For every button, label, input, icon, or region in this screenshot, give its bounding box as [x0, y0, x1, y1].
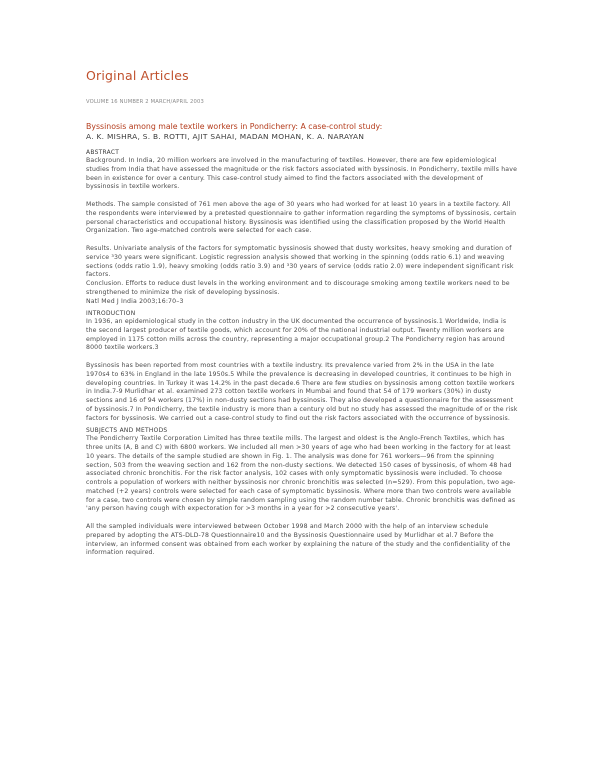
- methods-paragraph-1: The Pondicherry Textile Corporation Limited has three textile mills. The largest and oldest is the Anglo-French Textiles, which has three units (A, B and C) with 6800 workers. We included all men >30 years of age who had been working in the factory for at least 10 years. The details of the sample studied are shown in Fig. 1. The analysis was done for 761 workers—96 from the spinning section, 503 from the weaving section and 162 from the non-dusty sections. We detected 150 cases of byssinosis, of whom 48 had associated chronic bronchitis. For the risk factor analysis, 102 cases with only symptomatic byssinosis were included. To choose controls a population of workers with neither byssinosis nor chronic bronchitis was selected (n=529). From this population, two age-matched (+2 years) controls were selected for each case of symptomatic byssinosis. Where more than two controls were available for a case, two controls were chosen by simple random sampling using the random number table. Chronic bronchitis was defined as 'any person having cough with expectoration for >3 months in a year for >2 consecutive years'.: [86, 435, 516, 513]
- abstract-background: Background. In India, 20 million workers are involved in the manufacturing of textiles. However, there are few epidemiological studies from India that have assessed the magnitude or the risk factors associated with byssinosis. In Pondicherry, textile mills have been in existence for over a century. This case-control study aimed to find the factors associated with the development of byssinosis in textile workers.: [86, 157, 518, 191]
- volume-info: VOLUME 16 NUMBER 2 MARCH/APRIL 2003: [86, 99, 205, 105]
- abstract-methods: Methods. The sample consisted of 761 men above the age of 30 years who had worked for at least 10 years in a textile factory. All the respondents were interviewed by a pretested questionnaire to gather information regarding the symptoms of byssinosis, certain personal characteristics and occupational history. Byssinosis was identified using the classification proposed by the World Health Organization. Two age-matched controls were selected for each case.: [86, 200, 517, 235]
- introduction-paragraph-2: Byssinosis has been reported from most countries with a textile industry. Its prevalence varied from 2% in the USA in the late 1970s4 to 63% in England in the late 1950s.5 While the prevalence is decreasing in developed countries, it continues to be high in developing countries. In Turkey it was 14.2% in the past decade.6 There are few studies on byssinosis among cotton textile workers in India.7-9 Murlidhar et al. examined 273 cotton textile workers in Mumbai and found that 54 of 179 workers (30%) in dusty sections and 16 of 94 workers (17%) in non-dusty sections had byssinosis. They also developed a questionnaire for the assessment of byssinosis.7 In Pondicherry, the textile industry is more than a century old but no study has assessed the magnitude of or the risk factors for byssinosis. We carried out a case-control study to find out the risk factors associated with the occurrence of byssinosis.: [86, 362, 518, 422]
- introduction-heading: INTRODUCTION: [86, 310, 136, 317]
- article-title: Byssinosis among male textile workers in Pondicherry: A case-control study:: [86, 122, 383, 131]
- section-title: Original Articles: [86, 68, 189, 83]
- article-page: [86, 68, 518, 558]
- abstract-heading: ABSTRACT: [86, 149, 120, 156]
- abstract-conclusion: Conclusion. Efforts to reduce dust levels in the working environment and to discourage smoking among textile workers need to be strengthened to minimize the risk of developing byssinosis.: [86, 280, 510, 296]
- methods-paragraph-2: All the sampled individuals were interviewed between October 1998 and March 2000 with the help of an interview schedule prepared by adopting the ATS-DLD-78 Questionnaire10 and the Byssinosis Questionnaire used by Murlidhar et al.7 Before the interview, an informed consent was obtained from each worker by explaining the nature of the study and the confidentiality of the information required.: [86, 523, 511, 557]
- citation: Natl Med J India 2003;16:70–3: [86, 297, 184, 305]
- methods-heading: SUBJECTS AND METHODS: [86, 427, 168, 434]
- abstract-results: Results. Univariate analysis of the factors for symptomatic byssinosis showed that dusty worksites, heavy smoking and duration of service ³30 years were significant. Logistic regression analysis showed that working in the spinning (odds ratio 6.1) and weaving sections (odds ratio 1.9), heavy smoking (odds ratio 3.9) and ³30 years of service (odds ratio 2.0) were independent significant risk factors.: [86, 244, 514, 279]
- introduction-paragraph-1: In 1936, an epidemiological study in the cotton industry in the UK documented the occurrence of byssinosis.1 Worldwide, India is the second largest producer of textile goods, which account for 20% of the national industrial output. Twenty million workers are employed in 1175 cotton mills across the country, representing a major occupational group.2 The Pondicherry region has around 8000 textile workers.3: [86, 318, 507, 352]
- authors: A. K. MISHRA, S. B. ROTTI, AJIT SAHAI, MADAN MOHAN, K. A. NARAYAN: [86, 131, 365, 141]
